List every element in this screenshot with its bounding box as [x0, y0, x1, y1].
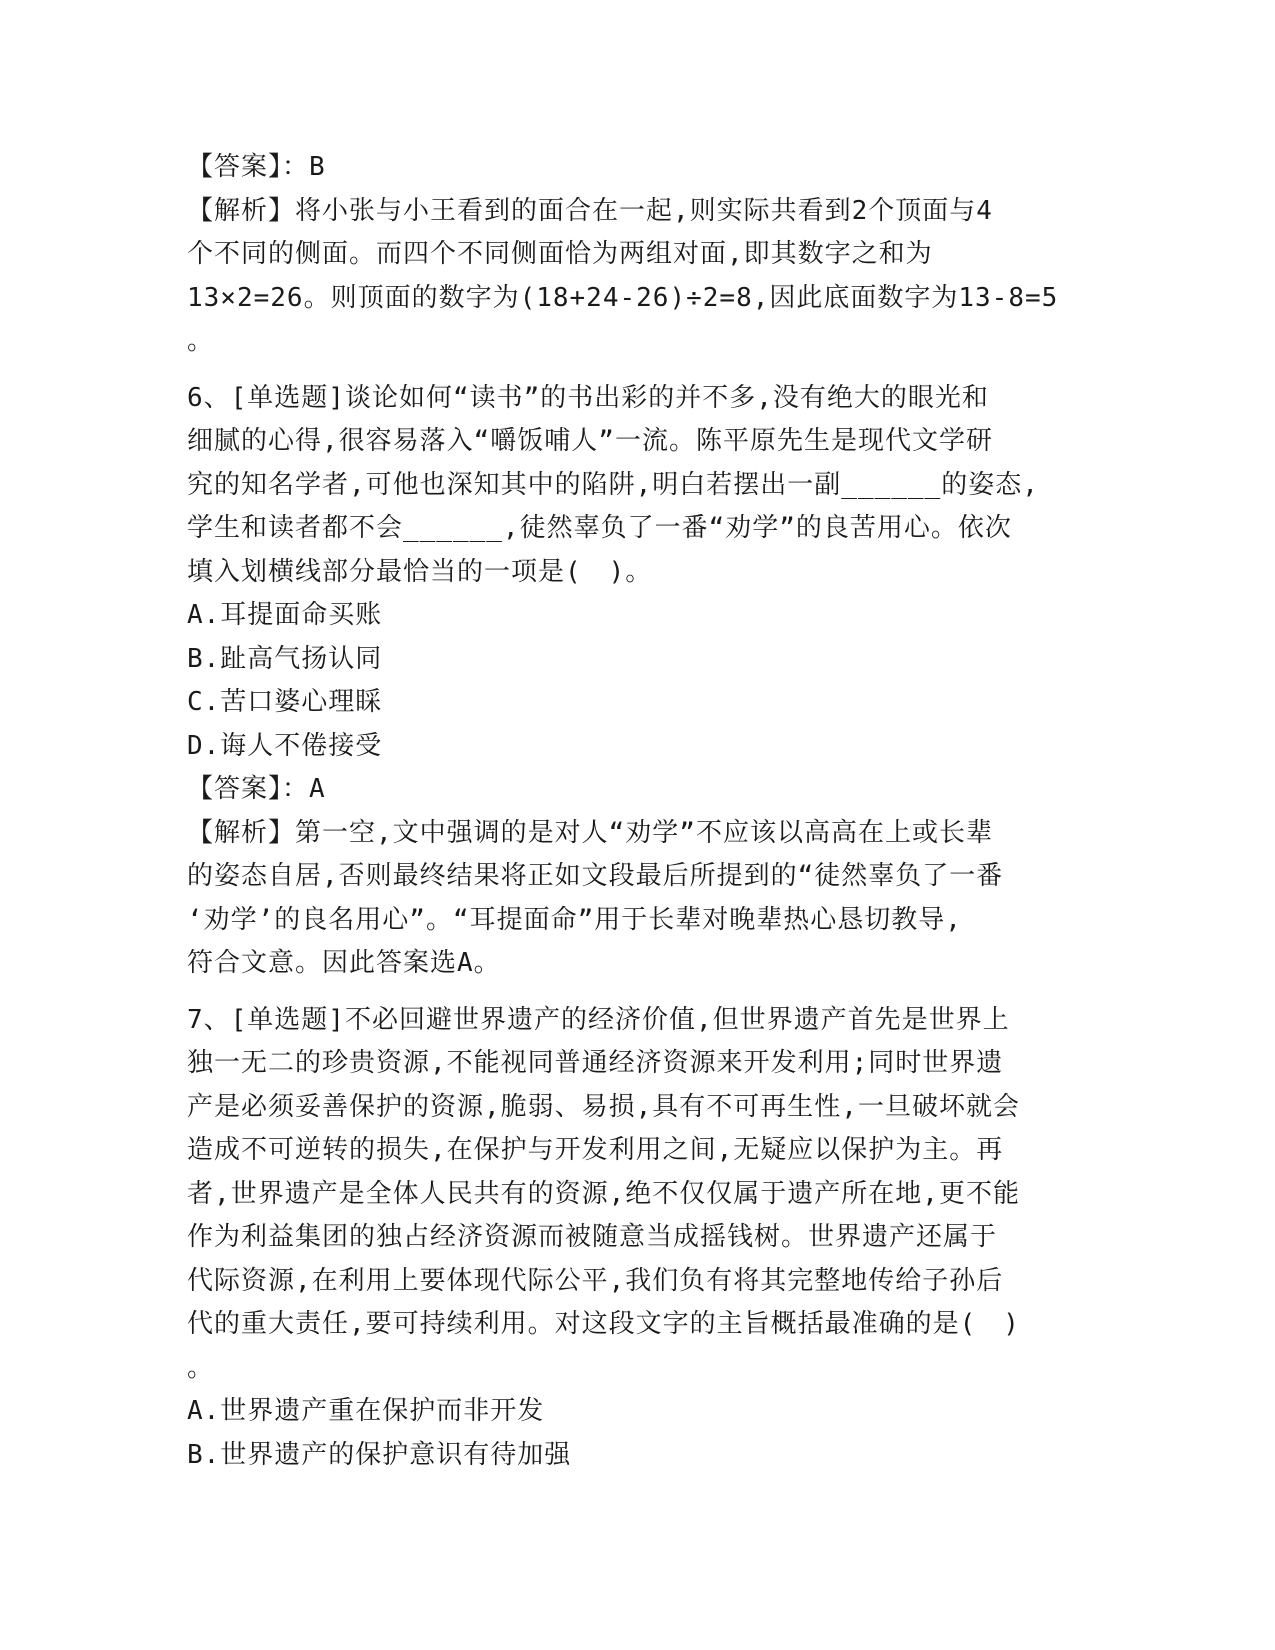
question-5-tail	[187, 146, 1087, 364]
question-stem-line: 细腻的心得,很容易落入“嚼饭哺人”一流。陈平原先生是现代文学研	[187, 426, 993, 456]
option-d: D.诲人不倦接受	[187, 730, 383, 761]
analysis-line: 的姿态自居,否则最终结果将正如文段最后所提到的“徒然辜负了一番	[187, 861, 1004, 891]
analysis-line: 符合文意。因此答案选A。	[187, 948, 501, 978]
question-stem-line: 学生和读者都不会______,徒然辜负了一番“劝学”的良苦用心。依次	[187, 513, 1012, 543]
question-7	[187, 999, 1087, 1478]
question-stem-line: 造成不可逆转的损失,在保护与开发利用之间,无疑应以保护为主。再	[187, 1135, 1004, 1165]
analysis-line: ‘劝学’的良名用心”。“耳提面命”用于长辈对晚辈热心恳切教导,	[187, 904, 962, 935]
question-stem-line: 6、[单选题]谈论如何“读书”的书出彩的并不多,没有绝大的眼光和	[187, 382, 989, 413]
analysis-line: 13×2=26。则顶面的数字为(18+24-26)÷2=8,因此底面数字为13-8=5	[187, 282, 1059, 313]
question-stem-line: 独一无二的珍贵资源,不能视同普通经济资源来开发利用;同时世界遗	[187, 1048, 1004, 1078]
question-stem-line: 作为利益集团的独占经济资源而被随意当成摇钱树。世界遗产还属于	[187, 1222, 998, 1252]
section-gap	[187, 986, 1087, 999]
analysis-line: 个不同的侧面。而四个不同侧面恰为两组对面,即其数字之和为	[187, 239, 933, 269]
question-stem-line: 。	[187, 1352, 215, 1383]
question-stem-line: 填入划横线部分最恰当的一项是( )。	[187, 556, 653, 587]
analysis-line: 【解析】将小张与小王看到的面合在一起,则实际共看到2个顶面与4	[187, 195, 993, 226]
option-a: A.耳提面命买账	[187, 600, 383, 630]
answer-line: 【答案】：B	[187, 152, 326, 182]
question-stem-line: 究的知名学者,可他也深知其中的陷阱,明白若摆出一副______的姿态,	[187, 469, 1039, 500]
question-stem-line: 代际资源,在利用上要体现代际公平,我们负有将其完整地传给子孙后	[187, 1265, 1004, 1296]
question-stem-line: 7、[单选题]不必回避世界遗产的经济价值,但世界遗产首先是世界上	[187, 1004, 1010, 1035]
answer-line: 【答案】：A	[187, 774, 326, 804]
section-gap	[187, 364, 1087, 377]
option-b: B.趾高气扬认同	[187, 643, 383, 674]
analysis-line: 【解析】第一空,文中强调的是对人“劝学”不应该以高高在上或长辈	[187, 817, 993, 848]
question-stem-line: 者,世界遗产是全体人民共有的资源,绝不仅仅属于遗产所在地,更不能	[187, 1178, 1020, 1209]
option-c: C.苦口婆心理睬	[187, 687, 383, 717]
question-stem-line: 产是必须妥善保护的资源,脆弱、易损,具有不可再生性,一旦破坏就会	[187, 1091, 1020, 1122]
option-a: A.世界遗产重在保护而非开发	[187, 1396, 545, 1426]
question-stem-line: 代的重大责任,要可持续利用。对这段文字的主旨概括最准确的是( )	[187, 1309, 1020, 1339]
option-b: B.世界遗产的保护意识有待加强	[187, 1439, 572, 1470]
analysis-line: 。	[187, 326, 215, 356]
document-page	[187, 146, 1087, 1477]
question-6	[187, 377, 1087, 986]
